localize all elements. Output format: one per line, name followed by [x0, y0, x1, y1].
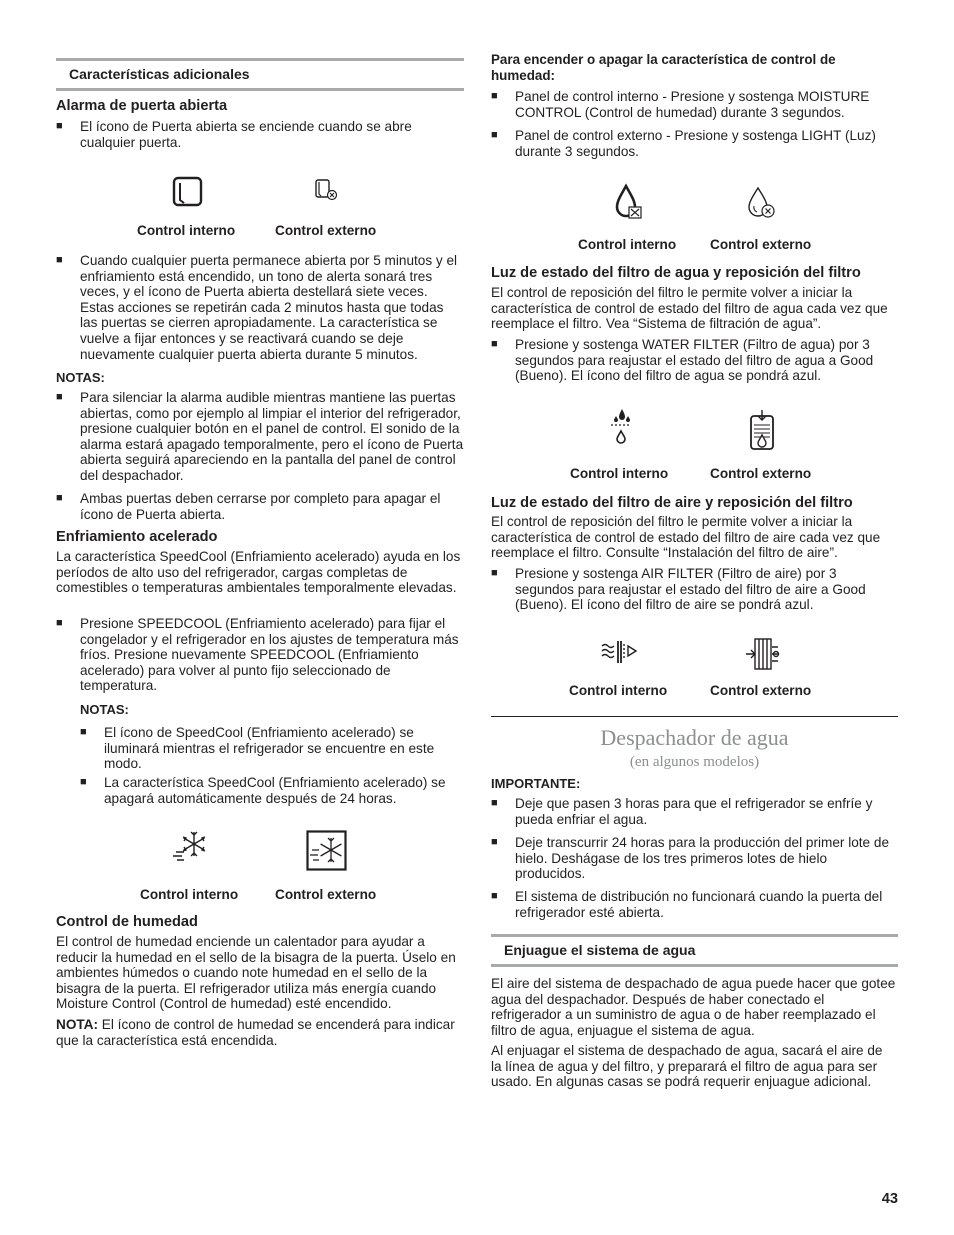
- caption-internal-control: Control interno: [137, 223, 236, 238]
- bullet-humidity-toggle-1: ■ Panel de control interno - Presione y sostenga MOISTURE CONTROL (Control de humedad) durante 3 segundos.: [491, 89, 898, 120]
- humidity-external-icon: [747, 185, 779, 221]
- bullet-dispenser-1: ■ Deje que pasen 3 horas para que el refrigerador se enfríe y pueda enfriar el agua.: [491, 796, 898, 827]
- note-speedcool-2: ■ La característica SpeedCool (Enfriamiento acelerado) se apagará automáticamente después de 24 horas.: [80, 775, 464, 806]
- caption-internal-control: Control interno: [578, 237, 677, 252]
- para-rinse-1: El aire del sistema de despachado de agua puede hacer que gotee agua del despachador. Después de haber conectado el refrigerador a un suministro de agua o de haber reemplazado el filtro de agua, enjuague el sistema de agua.: [491, 976, 896, 1038]
- heading-speedcool: Enfriamiento acelerado: [56, 529, 218, 545]
- note-speedcool-1: ■ El ícono de SpeedCool (Enfriamiento acelerado) se iluminará mientras el refrigerador se encuentre en este modo.: [80, 725, 464, 772]
- note-text: El ícono de control de humedad se encenderá para indicar que la característica está encendida.: [56, 1017, 455, 1048]
- caption-internal-control: Control interno: [140, 887, 239, 902]
- humidity-internal-icon: [615, 183, 645, 221]
- caption-external-control: Control externo: [275, 887, 377, 902]
- heading-humidity-toggle: Para encender o apagar la característica de control de humedad:: [491, 52, 836, 83]
- section-title: Enjuague el sistema de agua: [504, 942, 696, 958]
- door-open-external-icon: [315, 179, 339, 203]
- air-filter-internal-icon: [601, 638, 639, 666]
- caption-external-control: Control externo: [275, 223, 377, 238]
- speedcool-internal-icon: [172, 828, 212, 864]
- note-door-alarm-2: ■ Ambas puertas deben cerrarse por completo para apagar el ícono de Puerta abierta.: [56, 491, 464, 522]
- air-filter-external-icon: [745, 637, 781, 671]
- heading-water-filter: Luz de estado del filtro de agua y reposición del filtro: [491, 265, 861, 281]
- notes-label: NOTAS:: [56, 370, 105, 385]
- notes-label: NOTAS:: [80, 702, 129, 717]
- bullet-door-alarm-1: ■ El ícono de Puerta abierta se enciende cuando se abre cualquier puerta.: [56, 119, 464, 150]
- bullet-door-alarm-2: ■ Cuando cualquier puerta permanece abierta por 5 minutos y el enfriamiento está encendido, un tono de alerta sonará tres veces, y el ícono de Puerta abierta destellará siete veces. Estas acciones se repetirán cada 2 minutos hasta que todas las puertas se cierren apropiadamente. La característica se vuelve a fijar entonces y se reactivará cuando se deje nuevamente cualquier puerta abierta durante 5 minutos.: [56, 253, 464, 362]
- speedcool-external-icon: [306, 830, 348, 872]
- section-title: Características adicionales: [69, 66, 250, 82]
- bullet-water-filter-1: ■ Presione y sostenga WATER FILTER (Filtro de agua) por 3 segundos para reajustar el estado del filtro de agua a Good (Bueno). El ícono del filtro de agua se pondrá azul.: [491, 337, 898, 384]
- para-rinse-2: Al enjuagar el sistema de despachado de agua, sacará el aire de la línea de agua y del filtro, y preparará el filtro de agua para ser usado. En algunas casas se podrá requerir enjuague adicional.: [491, 1043, 883, 1090]
- section-band-rinse-water-system: [491, 934, 898, 967]
- section-subtitle: (en algunos modelos): [629, 754, 760, 770]
- caption-internal-control: Control interno: [569, 683, 668, 698]
- heading-humidity-control: Control de humedad: [56, 914, 198, 930]
- door-open-internal-icon: [172, 176, 204, 208]
- note-humidity-control: [56, 1017, 464, 1048]
- bullet-dispenser-3: ■ El sistema de distribución no funcionará cuando la puerta del refrigerador esté abierta.: [491, 889, 898, 920]
- important-label: IMPORTANTE:: [491, 776, 581, 791]
- caption-external-control: Control externo: [710, 683, 812, 698]
- para-speedcool: La característica SpeedCool (Enfriamiento acelerado) ayuda en los períodos de alto uso del refrigerador, cargas completas de comestibles o temperaturas ambientales temporalmente elevadas.: [56, 549, 461, 596]
- bullet-humidity-toggle-2: ■ Panel de control externo - Presione y sostenga LIGHT (Luz) durante 3 segundos.: [491, 128, 898, 159]
- caption-external-control: Control externo: [710, 466, 812, 481]
- section-title-water-dispenser: Despachador de agua: [600, 725, 789, 750]
- page-number: 43: [881, 1191, 898, 1207]
- para-humidity-control: El control de humedad enciende un calentador para ayudar a reducir la humedad en el sello de la bisagra de la puerta. Úselo en ambientes húmedos o cuando note humedad en el sello de la bisagra de la puerta. El refrigerador utiliza más energía cuando Moisture Control (Control de humedad) esté encendido.: [56, 934, 456, 1012]
- para-air-filter: El control de reposición del filtro le permite volver a iniciar la característica de control de estado del filtro de aire cada vez que reemplace el filtro. Consulte “Instalación del filtro de aire”.: [491, 514, 881, 561]
- caption-internal-control: Control interno: [570, 466, 669, 481]
- heading-door-alarm: Alarma de puerta abierta: [56, 98, 228, 114]
- water-filter-external-icon: [749, 409, 775, 451]
- bullet-air-filter-1: ■ Presione y sostenga AIR FILTER (Filtro de aire) por 3 segundos para reajustar el estado del filtro de aire a Good (Bueno). El ícono del filtro de aire se pondrá azul.: [491, 566, 898, 613]
- section-band-additional-features: [56, 58, 464, 91]
- para-water-filter: El control de reposición del filtro le permite volver a iniciar la característica de control de estado del filtro de agua cada vez que reemplace el filtro. Vea “Sistema de filtración de agua”.: [491, 285, 888, 332]
- bullet-speedcool-1: ■ Presione SPEEDCOOL (Enfriamiento acelerado) para fijar el congelador y el refrigerador en los ajustes de temperatura más fríos. Presione nuevamente SPEEDCOOL (Enfriamiento acelerado) para volver al punto fijo seleccionado de temperatura.: [56, 616, 464, 694]
- note-door-alarm-1: ■ Para silenciar la alarma audible mientras mantiene las puertas abiertas, como por ejemplo al limpiar el interior del refrigerador, presione cualquier botón en el panel de control. El sonido de la alarma estará apagado temporalmente, pero el ícono de Puerta abierta seguirá apareciendo en la pantalla del panel de control del despachador.: [56, 390, 464, 484]
- note-label: NOTA:: [56, 1017, 99, 1032]
- water-filter-internal-icon: [609, 408, 633, 448]
- section-divider: [491, 716, 898, 717]
- caption-external-control: Control externo: [710, 237, 812, 252]
- heading-air-filter: Luz de estado del filtro de aire y reposición del filtro: [491, 495, 853, 511]
- bullet-dispenser-2: ■ Deje transcurrir 24 horas para la producción del primer lote de hielo. Deshágase de los tres primeros lotes de hielo producidos.: [491, 835, 898, 882]
